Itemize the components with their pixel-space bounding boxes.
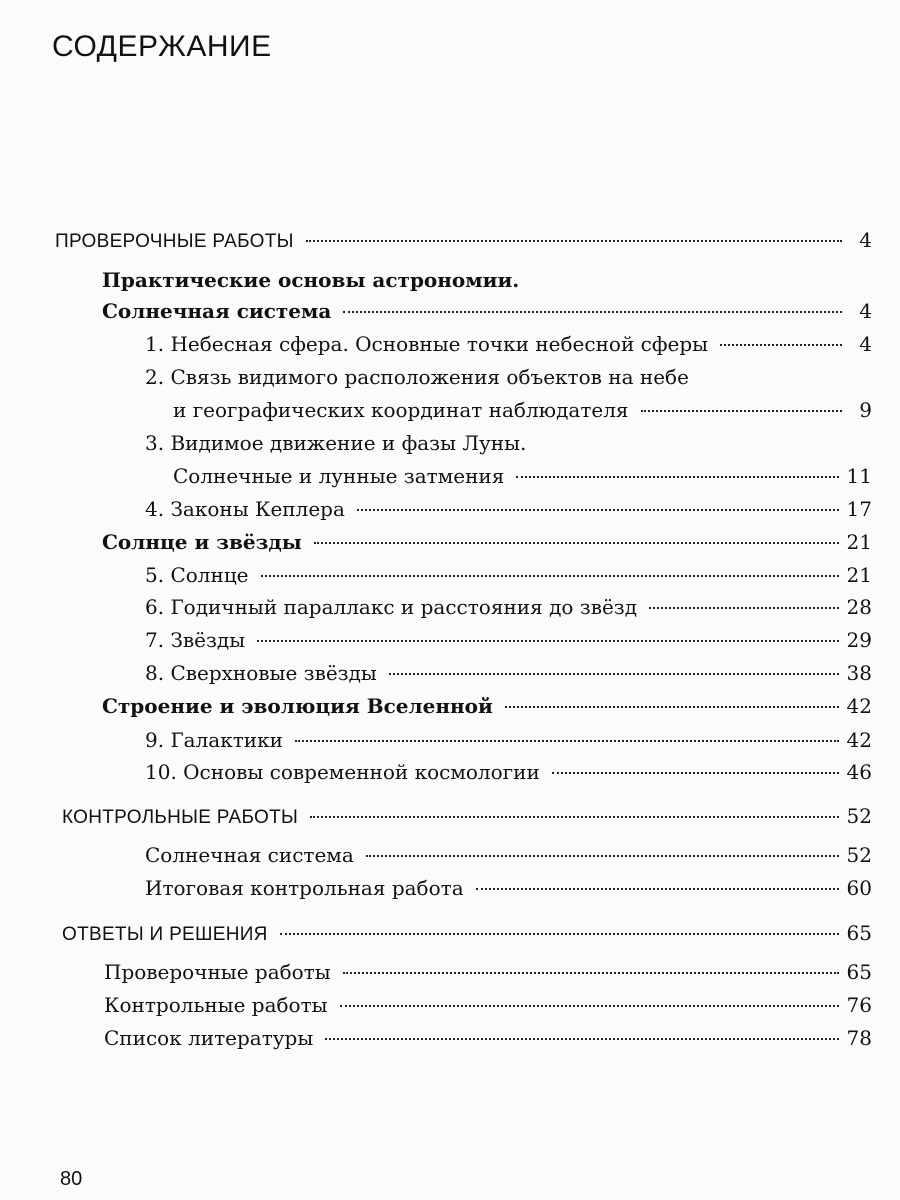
toc-entry-label: 3. Видимое движение и фазы Луны. <box>145 431 527 455</box>
toc-entry-page: 4 <box>859 299 872 323</box>
dot-leader <box>310 816 838 818</box>
dot-leader <box>343 311 842 313</box>
toc-entry-label: ПРОВЕРОЧНЫЕ РАБОТЫ <box>55 231 294 252</box>
toc-entry-page: 52 <box>846 843 872 867</box>
dot-leader <box>476 888 839 890</box>
toc-entry-answers-proverochnye[interactable] <box>104 960 872 984</box>
toc-entry-label: и географических координат наблюдателя <box>173 398 629 422</box>
toc-entry-2[interactable] <box>173 398 872 422</box>
toc-entry-page: 65 <box>846 960 872 984</box>
toc-entry-kontrolnye-raboty[interactable] <box>62 804 872 830</box>
toc-entry-page: 38 <box>846 661 872 685</box>
toc-entry-otvety-i-resheniya[interactable] <box>62 921 872 947</box>
dot-leader <box>505 706 839 708</box>
toc-entry-page: 76 <box>846 993 872 1017</box>
dot-leader <box>641 410 842 412</box>
toc-entry-page: 28 <box>846 595 872 619</box>
dot-leader <box>366 855 839 857</box>
toc-entry-proverochnye-raboty[interactable] <box>55 228 872 254</box>
toc-entry-sun-and-stars[interactable] <box>102 530 872 554</box>
toc-entry-solar-system[interactable] <box>102 299 872 323</box>
toc-entry-label: 4. Законы Кеплера <box>145 497 345 521</box>
toc-entry-label: Итоговая контрольная работа <box>145 876 464 900</box>
toc-entry-control-solar[interactable] <box>145 843 872 867</box>
toc-entry-page: 65 <box>846 921 872 945</box>
toc-entry-6[interactable] <box>145 595 872 619</box>
toc-entry-label: 7. Звёзды <box>145 628 246 652</box>
toc-entry-label: Проверочные работы <box>104 960 331 984</box>
toc-entry-label: 10. Основы современной космологии <box>145 760 540 784</box>
dot-leader <box>280 933 839 935</box>
toc-entry-label: Солнечная система <box>145 843 354 867</box>
toc-entry-page: 17 <box>846 497 872 521</box>
dot-leader <box>314 542 839 544</box>
toc-entry-label: 8. Сверхновые звёзды <box>145 661 377 685</box>
dot-leader <box>720 344 842 346</box>
toc-entry-page: 4 <box>859 228 872 252</box>
toc-entry-label: Практические основы астрономии. <box>102 268 520 292</box>
toc-entry-label: 6. Годичный параллакс и расстояния до звёзд <box>145 595 638 619</box>
toc-entry-label: 2. Связь видимого расположения объектов на небе <box>145 365 689 389</box>
toc-entry-label: Список литературы <box>104 1026 314 1050</box>
toc-entry-answers-kontrolnye[interactable] <box>104 993 872 1017</box>
toc-entry-label: Солнечная система <box>102 299 332 323</box>
toc-entry-page: 52 <box>846 804 872 828</box>
toc-entry-page: 78 <box>846 1026 872 1050</box>
toc-entry-universe[interactable] <box>102 694 872 718</box>
toc-entry-label: КОНТРОЛЬНЫЕ РАБОТЫ <box>62 807 299 828</box>
dot-leader <box>343 972 839 974</box>
dot-leader <box>261 575 839 577</box>
toc-entry-label: 1. Небесная сфера. Основные точки небесной сферы <box>145 332 709 356</box>
toc-entry-3[interactable] <box>173 464 872 488</box>
toc-entry-3-line1 <box>145 431 872 455</box>
dot-leader <box>257 640 838 642</box>
toc-entry-1[interactable] <box>145 332 872 356</box>
dot-leader <box>552 772 839 774</box>
dot-leader <box>325 1038 838 1040</box>
toc-entry-10[interactable] <box>145 760 872 784</box>
dot-leader <box>389 673 839 675</box>
dot-leader <box>340 1005 839 1007</box>
toc-entry-page: 46 <box>846 760 872 784</box>
dot-leader <box>357 509 839 511</box>
toc-entry-5[interactable] <box>145 563 872 587</box>
toc-entry-label: 9. Галактики <box>145 728 283 752</box>
toc-entry-label: Солнце и звёзды <box>102 530 302 554</box>
toc-entry-page: 11 <box>846 464 872 488</box>
toc-entry-page: 4 <box>859 332 872 356</box>
toc-entry-page: 29 <box>846 628 872 652</box>
toc-entry-label: 5. Солнце <box>145 563 249 587</box>
toc-entry-page: 21 <box>846 530 872 554</box>
toc-entry-page: 21 <box>846 563 872 587</box>
toc-entry-label: ОТВЕТЫ И РЕШЕНИЯ <box>62 924 268 945</box>
toc-entry-4[interactable] <box>145 497 872 521</box>
toc-entry-7[interactable] <box>145 628 872 652</box>
page-number: 80 <box>60 1168 83 1190</box>
dot-leader <box>516 476 838 478</box>
dot-leader <box>306 240 842 242</box>
toc-entry-page: 60 <box>846 876 872 900</box>
toc-heading-practical <box>102 268 872 292</box>
toc-entry-control-final[interactable] <box>145 876 872 900</box>
toc-entry-page: 9 <box>859 398 872 422</box>
toc-entry-2-line1 <box>145 365 872 389</box>
toc-entry-9[interactable] <box>145 728 872 752</box>
dot-leader <box>649 607 839 609</box>
toc-entry-literature[interactable] <box>104 1026 872 1050</box>
page-title: СОДЕРЖАНИЕ <box>52 30 272 63</box>
toc-entry-label: Контрольные работы <box>104 993 328 1017</box>
toc-entry-page: 42 <box>846 694 872 718</box>
toc-entry-label: Строение и эволюция Вселенной <box>102 694 493 718</box>
toc-entry-8[interactable] <box>145 661 872 685</box>
toc-entry-page: 42 <box>846 728 872 752</box>
dot-leader <box>295 740 839 742</box>
toc-entry-label: Солнечные и лунные затмения <box>173 464 505 488</box>
